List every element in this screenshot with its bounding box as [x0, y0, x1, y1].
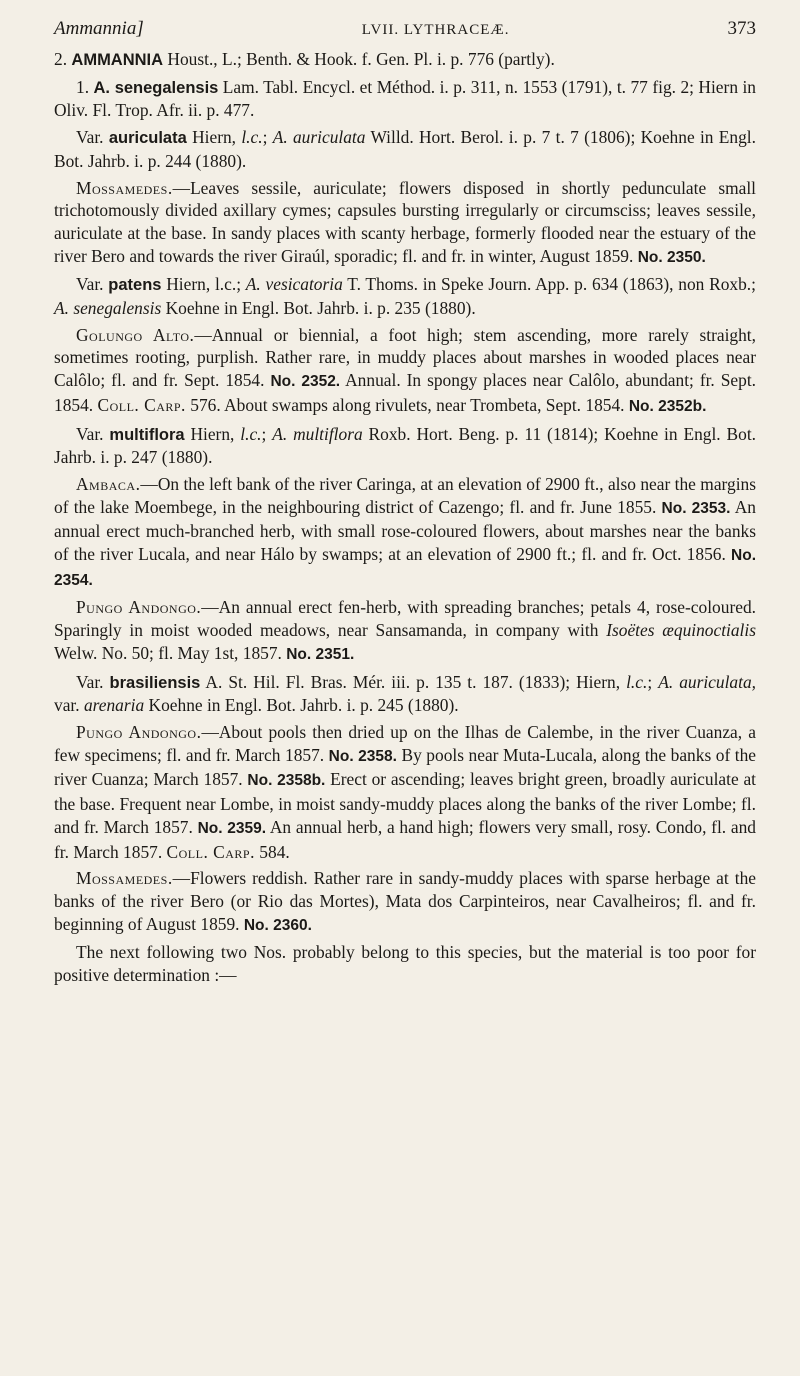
locality-pungo-andongo-1: Pungo Andongo.—An annual erect fen-herb, with spreading branches; petals 4, rose-coloured. Sparingly in moist wooded meadows, near Sansamanda, in company with Isoëtes æquinoctialis Welw. No. 50; fl. May 1st, 1857. No. 2351.: [54, 597, 756, 663]
locality-pungo-andongo-2: Pungo Andongo.—About pools then dried up on the Ilhas de Calembe, in the river Cuanza, a few specimens; fl. and fr. March 1857. No. 2358. By pools near Muta-Lucala, along the banks of the river Cuanza; March 1857. No. 2358b. Erect or ascending; leaves bright green, broadly auriculate at the base. Frequent near Lombe, in moist sandy-muddy places along the banks of the river Lombe; fl. and fr. March 1857. No. 2359. An annual herb, a hand high; flowers very small, rosy. Condo, fl. and fr. March 1857. Coll. Carp. 584.: [54, 721, 757, 862]
header-family: LVII. LYTHRACEÆ.: [361, 22, 510, 38]
locality-mossamedes-1: Mossamedes.—Leaves sessile, auriculate; flowers disposed in shortly pedunculate small trichotomously divided axillary cymes; capsules bursting irregularly or circumsciss; leaves sessile, auriculate at the base. In sandy places with scanty herbage, formerly flooded near the estuary of the river Bero and towards the river Giraúl, sporadic; fl. and fr. in winter, August 1859. No. 2350.: [54, 177, 756, 266]
locality-name: Mossamedes.: [76, 868, 173, 889]
variety-name: multiflora: [109, 425, 185, 444]
variety-multiflora: Var. multiflora Hiern, l.c.; A. multiflora Roxb. Hort. Beng. p. 11 (1814); Koehne in Engl. Bot. Jahrb. i. p. 247 (1880).: [54, 423, 756, 468]
species-name: A. senegalensis: [93, 78, 219, 97]
collection-label: Coll. Carp.: [166, 841, 255, 862]
locality-name: Pungo Andongo.: [76, 721, 202, 742]
page-number: 373: [727, 18, 756, 39]
running-header: [54, 18, 756, 40]
specimen-number: No. 2350.: [637, 248, 706, 266]
locality-ambaca: Ambaca.—On the left bank of the river Caringa, at an elevation of 2900 ft., also near the margins of the lake Moembege, in the neighbouring district of Cazengo; fl. and fr. June 1855. No. 2353. An annual erect much-branched herb, with small rose-coloured flowers, about marshes near the banks of the river Lucala, and near Hálo by swamps; at an elevation of 2900 ft.; fl. and fr. Oct. 1856. No. 2354.: [54, 473, 756, 589]
specimen-number: No. 2358b.: [247, 772, 326, 790]
genus-name: AMMANNIA: [71, 51, 164, 69]
variety-auriculata: Var. auriculata Hiern, l.c.; A. auriculata Willd. Hort. Berol. i. p. 7 t. 7 (1806); Koehne in Engl. Bot. Jahrb. i. p. 244 (1880).: [54, 127, 756, 171]
specimen-number: No. 2351.: [286, 645, 355, 663]
specimen-number: No. 2358.: [328, 747, 397, 765]
specimen-number: No. 2352b.: [628, 397, 707, 415]
locality-name: Mossamedes.: [76, 177, 173, 198]
specimen-number: No. 2354.: [54, 547, 756, 589]
variety-brasiliensis: Var. brasiliensis A. St. Hil. Fl. Bras. Mér. iii. p. 135 t. 187. (1833); Hiern, l.c.; A. auriculata, var. arenaria Koehne in Engl. Bot. Jahrb. i. p. 245 (1880).: [54, 671, 756, 716]
genus-entry: 2. AMMANNIA Houst., L.; Benth. & Hook. f. Gen. Pl. i. p. 776 (partly).: [54, 49, 555, 69]
variety-name: auriculata: [108, 129, 187, 148]
variety-patens: Var. patens Hiern, l.c.; A. vesicatoria T. Thoms. in Speke Journ. App. p. 634 (1863), non Roxb.; A. senegalensis Koehne in Engl. Bot. Jahrb. i. p. 235 (1880).: [54, 274, 756, 319]
specimen-number: No. 2359.: [197, 819, 267, 837]
collection-label: Coll. Carp.: [97, 394, 186, 415]
locality-mossamedes-2: Mossamedes.—Flowers reddish. Rather rare in sandy-muddy places with sparse herbage at the banks of the river Bero (or Rio das Mortes), Mata dos Carpinteiros, near Cavalheiros; fl. and fr. beginning of August 1859. No. 2360.: [54, 868, 756, 934]
variety-name: patens: [108, 276, 162, 295]
locality-name: Ambaca.: [76, 473, 141, 494]
specimen-number: No. 2352.: [270, 373, 341, 391]
species-entry: 1. A. senegalensis Lam. Tabl. Encycl. et Méthod. i. p. 311, n. 1553 (1791), t. 77 fig. 2; Hiern in Oliv. Fl. Trop. Afr. ii. p. 477.: [54, 76, 756, 121]
specimen-number: No. 2360.: [243, 916, 312, 934]
specimen-number: No. 2353.: [661, 499, 731, 517]
closing-note: The next following two Nos. probably belong to this species, but the material is too poor for positive determination :—: [54, 942, 756, 986]
header-genus: Ammannia]: [54, 18, 144, 39]
variety-name: brasiliensis: [109, 673, 201, 692]
locality-name: Golungo Alto.: [76, 324, 195, 345]
locality-golungo-alto: Golungo Alto.—Annual or biennial, a foot high; stem ascending, more rarely straight, sometimes rooting, purplish. Rather rare, in muddy places about marshes in wooded places near Calôlo; fl. and fr. Sept. 1854. No. 2352. Annual. In spongy places near Calôlo, abundant; fr. Sept. 1854. Coll. Carp. 576. About swamps along rivulets, near Trombeta, Sept. 1854. No. 2352b.: [54, 324, 757, 415]
locality-name: Pungo Andongo.: [76, 597, 202, 618]
